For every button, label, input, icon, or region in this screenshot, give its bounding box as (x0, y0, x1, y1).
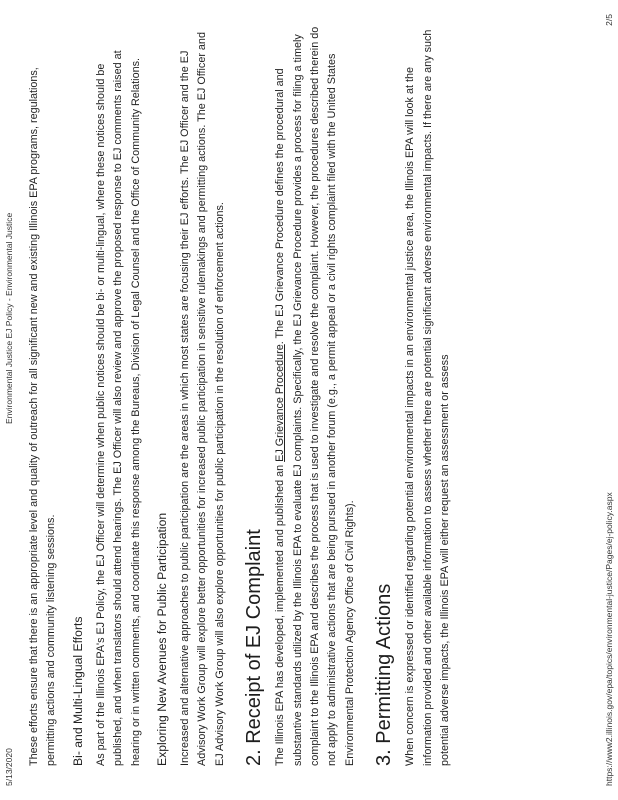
bilingual-paragraph: As part of the Illinois EPA's EJ Policy, the EJ Officer will determine when public notices should be bi- or multi-lingual, where these notices should be published, and when translators should attend hearings. The EJ Officer will also review and approve the proposed response to EJ comments raised at hearing or in written comments, and coordinate this response among the Bureaus, Division of Legal Counsel and the Office of Community Relations. (94, 50, 142, 766)
section-2-paragraph (272, 26, 359, 766)
page-content (26, 26, 464, 766)
section-2-text-before: The Illinois EPA has developed, implemented and published an (274, 461, 287, 766)
bilingual-heading: Bi- and Multi-Lingual Efforts (70, 616, 85, 766)
header-title: Environmental Justice EJ Policy - Environmental Justice (4, 212, 14, 424)
section-2-heading: 2. Receipt of EJ Complaint (243, 529, 266, 766)
footer-page-number: 2/5 (604, 14, 614, 26)
ej-grievance-procedure-link[interactable]: EJ Grievance Procedure (274, 344, 287, 462)
footer-url: https://www2.illinois.gov/epa/topics/environmental-justice/Pages/ej-policy.aspx (604, 492, 614, 786)
section-2-text-after: . The EJ Grievance Procedure defines the procedural and substantive standards utilized by the Illinois EPA to evaluate EJ complaints. Specifically, the EJ Grievance Procedure provides a process for filing a timely complaint to the Illinois EPA and describes the process that is used to investigate and resolve the complaint. However, the procedures described therein do not apply to administrative actions that are being pursued in another forum (e.g., a permit appeal or a civil rights complaint filed with the United States Environmental Protection Agency Office of Civil Rights). (274, 26, 356, 766)
exploring-heading: Exploring New Avenues for Public Participation (155, 512, 170, 766)
section-3-paragraph: When concern is expressed or identified regarding potential environmental impacts in an environmental justice area, the Illinois EPA will look at the information provided and other available information to assess whether there are potential significant adverse environmental impacts. If there are any such potential adverse impacts, the Illinois EPA will either request an assessment or assess (404, 29, 452, 766)
exploring-paragraph: Increased and alternative approaches to public participation are the areas in which most states are focusing their EJ efforts. The EJ Officer and the EJ Advisory Work Group will explore better opportunities for increased public participation in sensitive rulemakings and permitting actions. The EJ Officer and EJ Advisory Work Group will also explore opportunities for public participation in the resolution of enforcement actions. (179, 32, 226, 766)
section-3-heading: 3. Permitting Actions (373, 583, 396, 766)
header-date: 5/13/2020 (4, 748, 14, 786)
intro-paragraph: These efforts ensure that there is an appropriate level and quality of outreach for all significant new and existing Illinois EPA programs, regulations, permitting actions and community listening sessions. (28, 67, 58, 766)
